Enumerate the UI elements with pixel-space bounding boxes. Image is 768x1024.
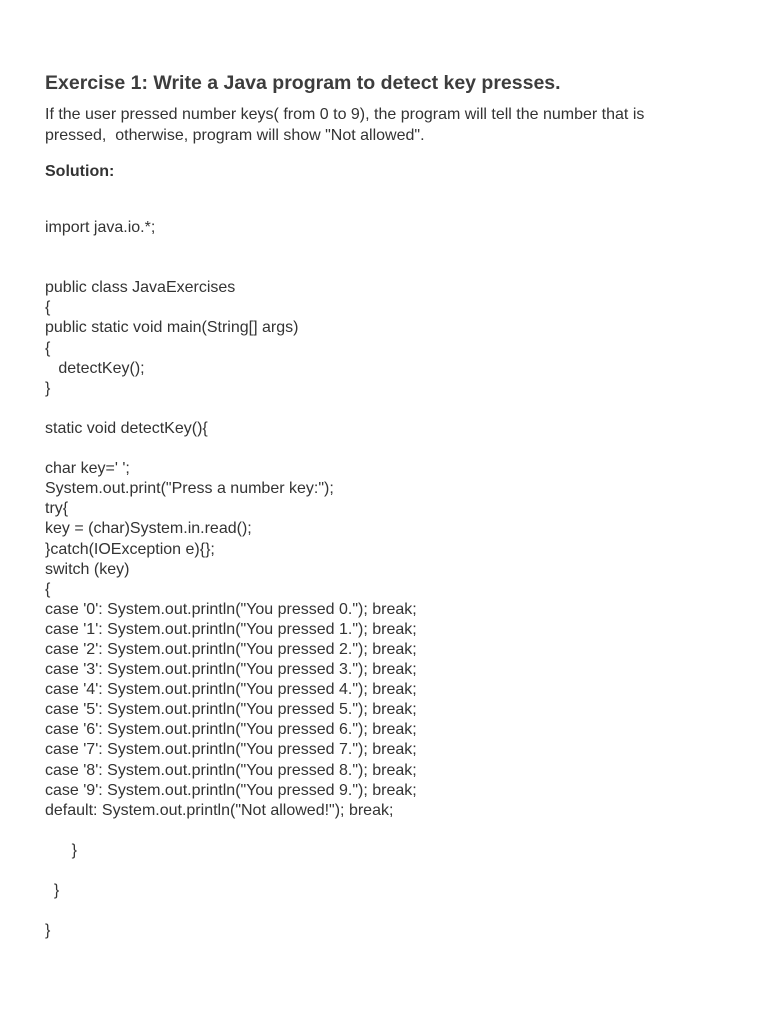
code-line: case '0': System.out.println("You pressed 0."); break; xyxy=(45,600,417,618)
code-listing xyxy=(45,218,745,941)
document-page xyxy=(45,70,745,941)
code-line: } xyxy=(45,379,51,397)
code-line xyxy=(45,439,745,459)
code-line xyxy=(45,821,745,841)
code-line: static void detectKey(){ xyxy=(45,419,208,437)
code-line xyxy=(45,861,745,881)
code-line: switch (key) xyxy=(45,560,130,578)
code-line: case '2': System.out.println("You pressed 2."); break; xyxy=(45,640,417,658)
solution-label: Solution: xyxy=(45,163,115,180)
code-line: case '9': System.out.println("You pressed 9."); break; xyxy=(45,781,417,799)
code-line: }catch(IOException e){}; xyxy=(45,540,215,558)
code-line: case '7': System.out.println("You pressed 7."); break; xyxy=(45,741,417,759)
code-line: case '5': System.out.println("You pressed 5."); break; xyxy=(45,701,417,719)
exercise-description xyxy=(45,104,745,146)
code-line: } xyxy=(45,841,78,859)
exercise-title: Exercise 1: Write a Java program to detect key presses. xyxy=(45,72,561,94)
code-line: case '4': System.out.println("You pressed 4."); break; xyxy=(45,681,417,699)
code-line: { xyxy=(45,580,51,598)
code-line: { xyxy=(45,299,51,317)
code-line: System.out.print("Press a number key:"); xyxy=(45,480,334,498)
code-line xyxy=(45,399,745,419)
code-line: { xyxy=(45,339,51,357)
code-line: import java.io.*; xyxy=(45,219,156,236)
code-line: case '3': System.out.println("You pressed 3."); break; xyxy=(45,661,417,679)
description-line: pressed, otherwise, program will show "Not allowed". xyxy=(45,127,425,144)
code-line: case '1': System.out.println("You pressed 1."); break; xyxy=(45,620,417,638)
code-line: detectKey(); xyxy=(45,359,145,377)
code-line: try{ xyxy=(45,500,69,518)
code-line: key = (char)System.in.read(); xyxy=(45,520,252,538)
code-line xyxy=(45,901,745,921)
code-line: char key=' '; xyxy=(45,460,130,478)
code-line: } xyxy=(45,882,60,900)
code-line: default: System.out.println("Not allowed!"); break; xyxy=(45,801,394,819)
code-line xyxy=(45,238,745,258)
code-line: case '8': System.out.println("You pressed 8."); break; xyxy=(45,761,417,779)
code-line xyxy=(45,258,745,278)
code-line: public static void main(String[] args) xyxy=(45,319,299,337)
code-line: } xyxy=(45,922,51,940)
code-line: case '6': System.out.println("You pressed 6."); break; xyxy=(45,721,417,739)
code-line: public class JavaExercises xyxy=(45,279,236,297)
description-line: If the user pressed number keys( from 0 to 9), the program will tell the number that is xyxy=(45,106,645,123)
